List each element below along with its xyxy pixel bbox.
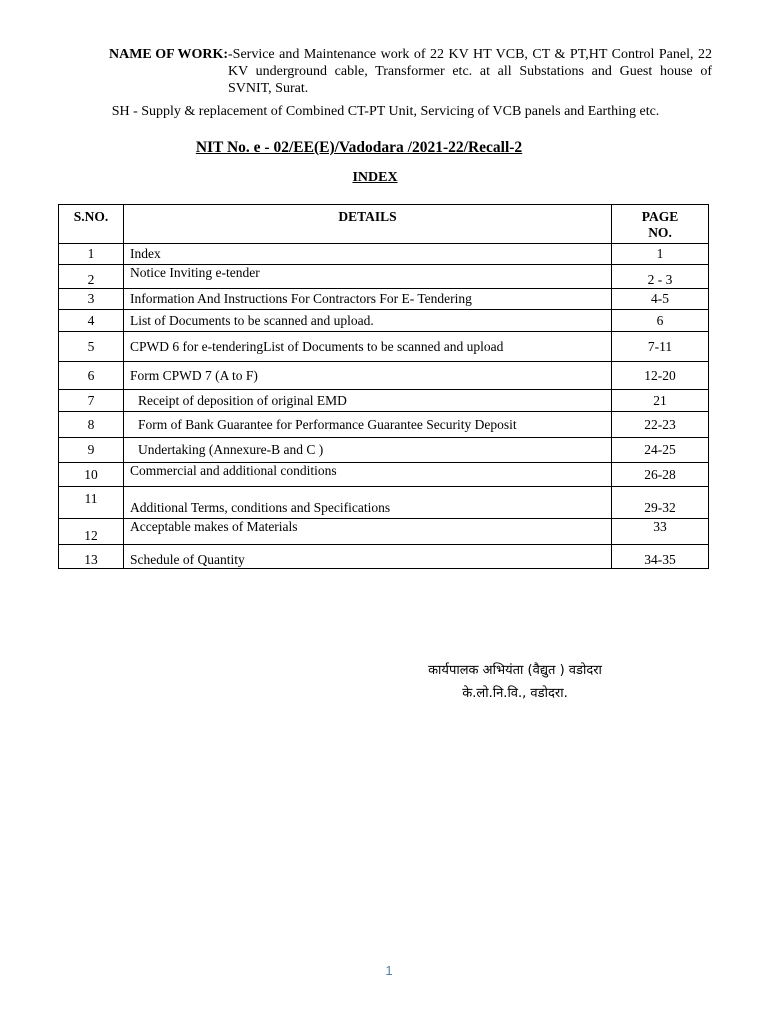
- name-of-work-label: NAME OF WORK:: [109, 47, 228, 62]
- row-sno: 5: [59, 332, 124, 362]
- row-page: 7-11: [612, 332, 709, 362]
- header-page: [612, 205, 709, 244]
- index-table: [58, 204, 709, 569]
- row-sno: 2: [59, 265, 124, 289]
- table-row: [59, 438, 709, 463]
- index-title: INDEX: [352, 170, 398, 185]
- row-page: 24-25: [612, 438, 709, 463]
- table-row: [59, 265, 709, 289]
- row-details: Index: [124, 244, 612, 265]
- row-details: CPWD 6 for e-tenderingList of Documents to be scanned and upload: [124, 332, 612, 362]
- row-sno: 13: [59, 545, 124, 569]
- table-row: [59, 289, 709, 310]
- row-details: Notice Inviting e-tender: [124, 265, 612, 289]
- row-details: Additional Terms, conditions and Specifications: [124, 487, 612, 519]
- table-row: [59, 412, 709, 438]
- row-sno: 8: [59, 412, 124, 438]
- table-row: [59, 332, 709, 362]
- table-row: [59, 519, 709, 545]
- table-row: [59, 545, 709, 569]
- row-page: 1: [612, 244, 709, 265]
- row-sno: 9: [59, 438, 124, 463]
- row-details: Receipt of deposition of original EMD: [124, 390, 612, 412]
- row-page: 21: [612, 390, 709, 412]
- table-row: [59, 390, 709, 412]
- table-header-row: [59, 205, 709, 244]
- row-sno: 6: [59, 362, 124, 390]
- row-details: Schedule of Quantity: [124, 545, 612, 569]
- row-sno: 7: [59, 390, 124, 412]
- row-details: Form of Bank Guarantee for Performance Guarantee Security Deposit: [124, 412, 612, 438]
- row-details: Commercial and additional conditions: [124, 463, 612, 487]
- row-page: 34-35: [612, 545, 709, 569]
- row-page: 33: [612, 519, 709, 545]
- row-sno: 11: [59, 487, 124, 519]
- table-row: [59, 244, 709, 265]
- row-details: List of Documents to be scanned and upload.: [124, 310, 612, 332]
- table-row: [59, 362, 709, 390]
- header-page-line2: NO.: [648, 225, 672, 240]
- row-page: 29-32: [612, 487, 709, 519]
- row-details: Information And Instructions For Contractors For E- Tendering: [124, 289, 612, 310]
- row-page: 2 - 3: [612, 265, 709, 289]
- row-sno: 12: [59, 519, 124, 545]
- header-details: DETAILS: [124, 205, 612, 244]
- row-details: Undertaking (Annexure-B and C ): [124, 438, 612, 463]
- page-number: 1: [385, 963, 393, 978]
- row-page: 12-20: [612, 362, 709, 390]
- sub-head: SH - Supply & replacement of Combined CT-PT Unit, Servicing of VCB panels and Earthing etc.: [111, 104, 660, 119]
- table-row: [59, 463, 709, 487]
- row-page: 26-28: [612, 463, 709, 487]
- name-of-work-text: -Service and Maintenance work of 22 KV HT VCB, CT & PT,HT Control Panel, 22 KV underground cable, Transformer etc. at all Substations and Guest house of SVNIT, Surat.: [228, 47, 712, 96]
- table-row: [59, 310, 709, 332]
- nit-number: NIT No. e - 02/EE(E)/Vadodara /2021-22/Recall-2: [195, 139, 523, 156]
- name-of-work: [58, 46, 713, 97]
- table-row: [59, 487, 709, 519]
- header-page-line1: PAGE: [641, 209, 679, 224]
- row-sno: 10: [59, 463, 124, 487]
- row-page: 6: [612, 310, 709, 332]
- signature-designation: कार्यपालक अभियंता (वैद्युत ) वडोदरा: [428, 663, 602, 678]
- header-sno: S.NO.: [59, 205, 124, 244]
- row-page: 4-5: [612, 289, 709, 310]
- row-sno: 3: [59, 289, 124, 310]
- row-page: 22-23: [612, 412, 709, 438]
- signature-office: के.लो.नि.वि., वडोदरा.: [462, 686, 568, 701]
- row-details: Acceptable makes of Materials: [124, 519, 612, 545]
- row-details: Form CPWD 7 (A to F): [124, 362, 612, 390]
- row-sno: 4: [59, 310, 124, 332]
- row-sno: 1: [59, 244, 124, 265]
